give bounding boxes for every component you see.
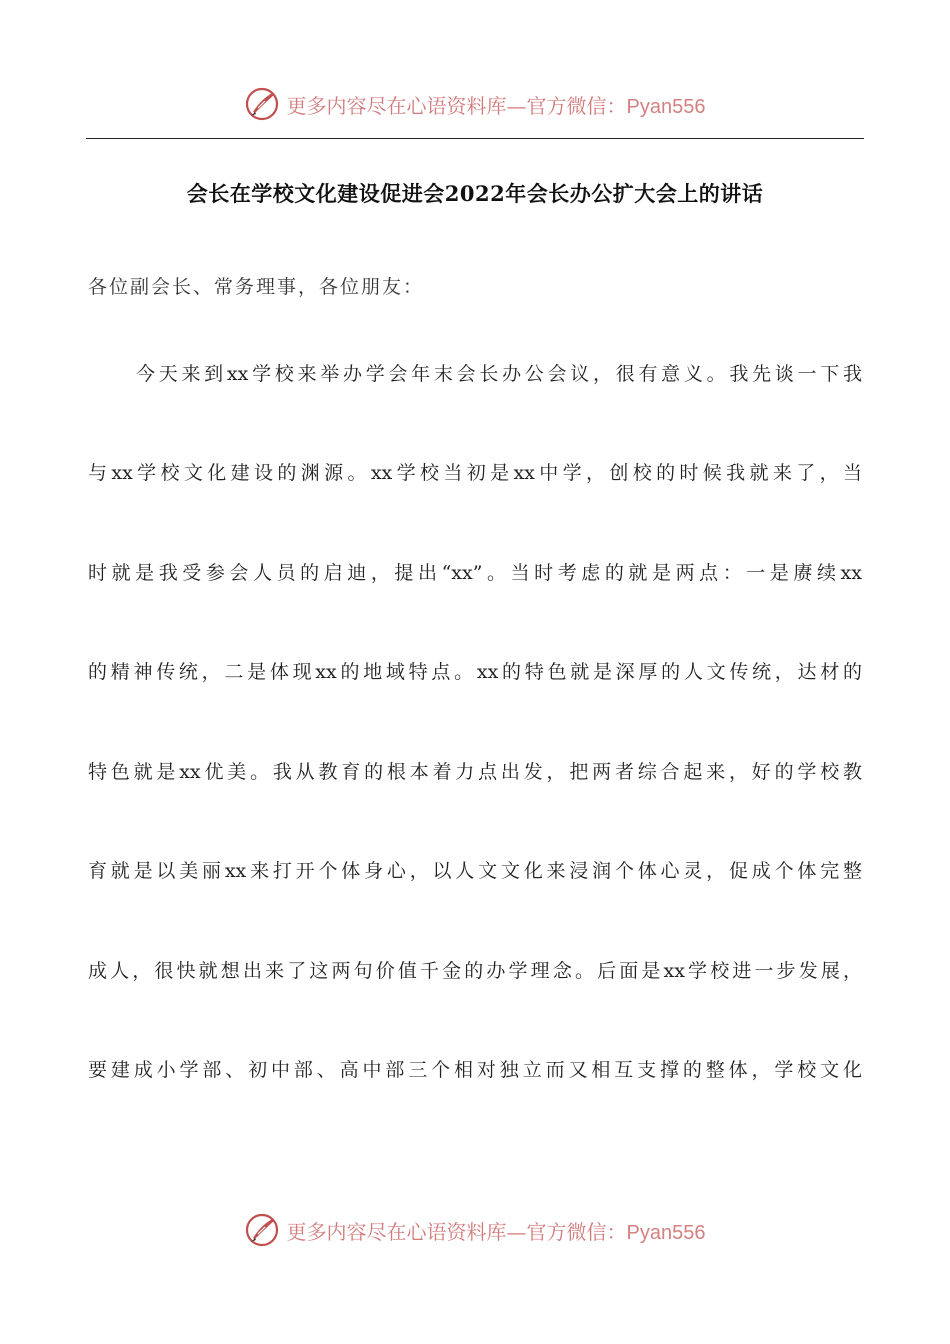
pen-logo-icon bbox=[245, 86, 281, 122]
header-watermark bbox=[0, 84, 950, 124]
header-divider bbox=[86, 138, 864, 139]
pen-logo-icon bbox=[245, 1212, 281, 1248]
watermark-text: 更多内容尽在心语资料库—官方微信：Pyan556 bbox=[286, 93, 706, 118]
paragraph-line: 今天来到xx学校来举办学会年末会长办公会议，很有意义。我先谈一下我 bbox=[136, 363, 862, 385]
paragraph-line: 育就是以美丽xx来打开个体身心，以人文文化来浸润个体心灵，促成个体完整 bbox=[88, 860, 862, 882]
paragraph-line: 与xx学校文化建设的渊源。xx学校当初是xx中学，创校的时候我就来了，当 bbox=[88, 462, 862, 484]
paragraph-line: 时就是我受参会人员的启迪，提出“xx”。当时考虑的就是两点：一是赓续xx bbox=[88, 562, 862, 584]
paragraph-line: 要建成小学部、初中部、高中部三个相对独立而又相互支撑的整体，学校文化 bbox=[88, 1059, 862, 1081]
watermark-wechat-id: Pyan556 bbox=[626, 1221, 706, 1244]
paragraph-line: 的精神传统，二是体现xx的地域特点。xx的特色就是深厚的人文传统，达材的 bbox=[88, 661, 862, 683]
paragraph-line: 成人，很快就想出来了这两句价值千金的办学理念。后面是xx学校进一步发展， bbox=[88, 960, 862, 982]
document-title: 会长在学校文化建设促进会2022年会长办公扩大会上的讲话 bbox=[186, 181, 764, 206]
paragraph-line: 特色就是xx优美。我从教育的根本着力点出发，把两者综合起来，好的学校教 bbox=[88, 761, 862, 783]
salutation: 各位副会长、常务理事，各位朋友： bbox=[88, 276, 425, 298]
watermark-text: 更多内容尽在心语资料库—官方微信：Pyan556 bbox=[286, 1219, 706, 1244]
watermark-wechat-id: Pyan556 bbox=[626, 95, 706, 118]
footer-watermark bbox=[0, 1210, 950, 1250]
